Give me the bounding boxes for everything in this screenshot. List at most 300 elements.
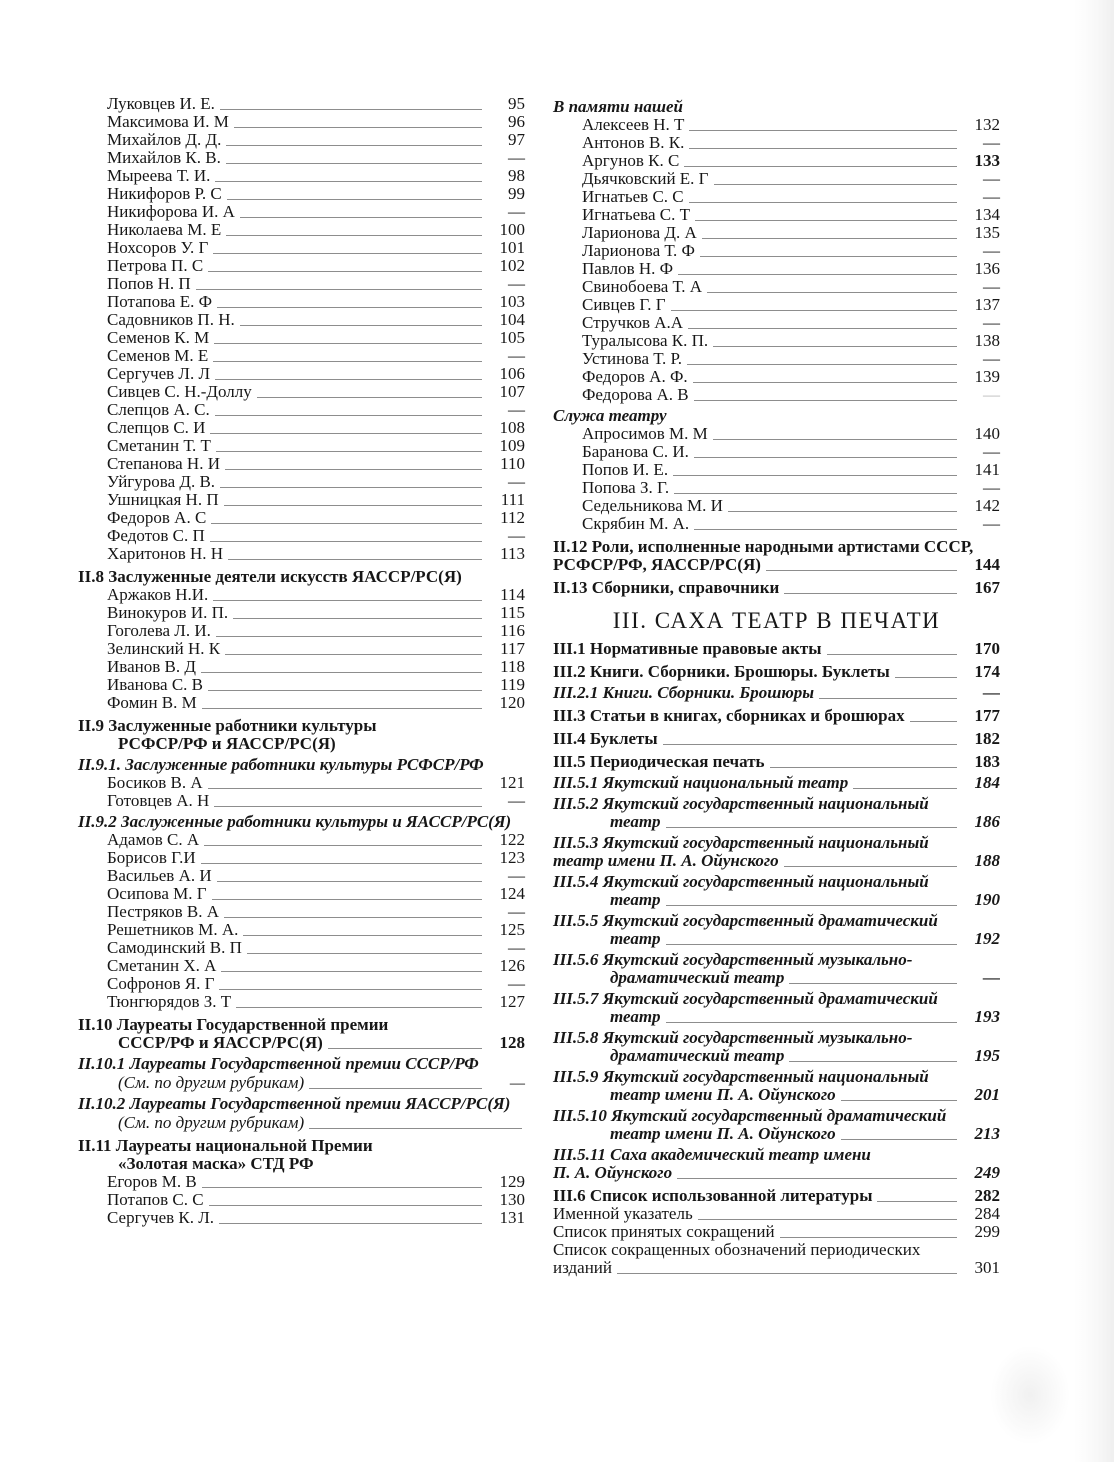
toc-entry-group <box>78 774 525 810</box>
leader-line <box>201 863 482 864</box>
section-heading <box>553 990 1000 1026</box>
entry-label: Федотов С. П <box>107 526 205 545</box>
section-heading <box>553 98 1000 116</box>
leader-line <box>666 1022 957 1023</box>
entry-label: Степанова Н. И <box>107 454 220 473</box>
toc-column-right <box>553 95 1000 1277</box>
toc-entry <box>78 1209 525 1227</box>
leader-line <box>328 1048 482 1049</box>
toc-entry-group <box>78 1173 525 1227</box>
page-number: 190 <box>974 890 1000 909</box>
toc-entry <box>78 792 525 810</box>
leader-line <box>225 654 482 655</box>
page-number: 112 <box>500 508 525 527</box>
entry-label: Адамов С. А <box>107 830 200 849</box>
leader-line <box>204 845 482 846</box>
page-number: 167 <box>974 578 1000 597</box>
leader-line <box>215 379 482 380</box>
section-heading <box>78 1137 525 1173</box>
leader-line <box>217 881 482 882</box>
toc-entry <box>78 849 525 867</box>
heading-line <box>78 1016 525 1034</box>
toc-entry <box>78 975 525 993</box>
leader-line <box>208 690 482 691</box>
page-number: 95 <box>508 94 525 113</box>
entry-label: Апросимов М. М <box>582 424 708 443</box>
toc-entry <box>78 167 525 185</box>
entry-label: Иванов В. Д <box>107 657 196 676</box>
page-number: 132 <box>974 115 1000 134</box>
page-number: 130 <box>499 1190 525 1209</box>
toc-entry <box>553 188 1000 206</box>
page-number: 120 <box>499 693 525 712</box>
toc-entry <box>553 443 1000 461</box>
leader-line <box>226 235 482 236</box>
leader-line <box>684 166 957 167</box>
leader-line <box>215 415 482 416</box>
leader-line <box>877 1201 957 1202</box>
toc-entry <box>78 347 525 365</box>
leader-line <box>784 593 957 594</box>
leader-line <box>702 238 957 239</box>
page-number: 184 <box>974 773 1000 792</box>
section-heading <box>78 756 525 774</box>
heading-line <box>78 1055 525 1073</box>
entry-label: Попов И. Е. <box>582 460 669 479</box>
entry-label: Нохсоров У. Г <box>107 238 209 257</box>
entry-label: театр <box>610 890 661 909</box>
entry-label: III.5.9 Якутский государственный национальный <box>553 1067 929 1086</box>
section-heading <box>553 1029 1000 1065</box>
entry-label: Семенов М. Е <box>107 346 209 365</box>
toc-entry <box>78 149 525 167</box>
entry-label: II.9 Заслуженные работники культуры <box>78 716 377 735</box>
toc-entry <box>553 515 1000 533</box>
leader-line <box>673 475 957 476</box>
page-number: — <box>508 346 525 365</box>
toc-entry <box>553 242 1000 260</box>
toc-entry <box>78 185 525 203</box>
page-number: 188 <box>974 851 1000 870</box>
entry-label: Николаева М. Е <box>107 220 222 239</box>
toc-entry <box>553 134 1000 152</box>
entry-label: Седельникова М. И <box>582 496 723 515</box>
toc-entry <box>553 314 1000 332</box>
leader-line <box>225 469 482 470</box>
entry-label: Алексеев Н. Т <box>582 115 685 134</box>
entry-label: II.10 Лауреаты Государственной премии <box>78 1015 389 1034</box>
entry-label: III.5.10 Якутский государственный драматический <box>553 1106 947 1125</box>
toc-entry <box>78 203 525 221</box>
section-heading <box>553 1187 1000 1205</box>
section-heading <box>553 1068 1000 1104</box>
heading-line <box>553 684 1000 702</box>
entry-label: театр имени П. А. Ойунского <box>553 851 779 870</box>
page-number: 133 <box>974 151 1000 170</box>
leader-line <box>853 788 957 789</box>
entry-label: Осипова М. Г <box>107 884 207 903</box>
toc-entry <box>553 461 1000 479</box>
entry-label: Садовников П. Н. <box>107 310 235 329</box>
toc-entry <box>553 260 1000 278</box>
heading-line <box>553 98 1000 116</box>
toc-entry <box>553 206 1000 224</box>
page-number: 182 <box>974 729 1000 748</box>
toc-entry <box>553 350 1000 368</box>
leader-line <box>202 708 482 709</box>
leader-line <box>819 698 957 699</box>
entry-label: II.13 Сборники, справочники <box>553 578 780 597</box>
page-number: — <box>508 866 525 885</box>
section-heading <box>553 663 1000 681</box>
leader-line <box>713 346 957 347</box>
entry-label: Мыреева Т. И. <box>107 166 211 185</box>
entry-label: II.12 Роли, исполненные народными артистами СССР, <box>553 537 974 556</box>
toc-entry <box>78 329 525 347</box>
leader-line <box>687 364 957 365</box>
entry-label: Егоров М. В <box>107 1172 197 1191</box>
entry-label: изданий <box>553 1258 612 1277</box>
leader-line <box>895 677 957 678</box>
page-number: 117 <box>500 639 525 658</box>
page-number: — <box>508 148 525 167</box>
section-heading <box>553 834 1000 870</box>
page-number: — <box>983 968 1000 987</box>
page-number: 138 <box>974 331 1000 350</box>
heading-line <box>553 1086 1000 1104</box>
page-number: 129 <box>499 1172 525 1191</box>
leader-line <box>666 944 957 945</box>
heading-line <box>553 930 1000 948</box>
page-number: 141 <box>974 460 1000 479</box>
leader-line <box>789 1061 957 1062</box>
toc-entry <box>553 497 1000 515</box>
leader-line <box>210 541 482 542</box>
entry-label: III.5.11 Саха академический театр имени <box>553 1145 871 1164</box>
page-number: 174 <box>974 662 1000 681</box>
entry-label: III.5.1 Якутский национальный театр <box>553 773 849 792</box>
heading-line <box>78 813 525 831</box>
toc-entry <box>78 993 525 1011</box>
entry-label: Стручков А.А <box>582 313 684 332</box>
leader-line <box>224 505 482 506</box>
toc-entry-group <box>78 95 525 563</box>
page-number: 282 <box>974 1186 1000 1205</box>
entry-label: Дьячковский Е. Г <box>582 169 709 188</box>
heading-line <box>78 717 525 735</box>
toc-entry <box>78 131 525 149</box>
page-number: 135 <box>974 223 1000 242</box>
entry-label: Сметанин Х. А <box>107 956 217 975</box>
page-number: 124 <box>499 884 525 903</box>
leader-line <box>766 570 957 571</box>
toc-entry <box>553 116 1000 134</box>
leader-line <box>236 1007 482 1008</box>
entry-label: Решетников М. А. <box>107 920 239 939</box>
entry-label: Никифорова И. А <box>107 202 235 221</box>
leader-line <box>226 163 482 164</box>
page-number: 170 <box>974 639 1000 658</box>
toc-entry <box>78 903 525 921</box>
page-number: — <box>983 683 1000 702</box>
heading-line <box>78 1034 525 1052</box>
entry-label: Самодинский В. П <box>107 938 242 957</box>
entry-label: Павлов Н. Ф <box>582 259 674 278</box>
leader-line <box>689 130 957 131</box>
entry-label: Зелинский Н. К <box>107 639 221 658</box>
section-heading <box>78 813 525 831</box>
entry-label: Сивцев Г. Г <box>582 295 666 314</box>
section-heading <box>78 1095 525 1113</box>
leader-line <box>694 400 957 401</box>
section-heading <box>78 717 525 753</box>
leader-line <box>227 199 482 200</box>
page-number: — <box>508 974 525 993</box>
entry-label: II.11 Лауреаты национальной Премии <box>78 1136 373 1155</box>
toc-entry <box>553 1241 1000 1259</box>
entry-label: III.5.5 Якутский государственный драматический <box>553 911 938 930</box>
entry-label: (См. по другим рубрикам) <box>118 1073 305 1092</box>
page-number: 96 <box>508 112 525 131</box>
page-number: 284 <box>974 1204 1000 1223</box>
toc-entry <box>78 831 525 849</box>
entry-label: Ларионова Т. Ф <box>582 241 695 260</box>
toc-entry-group <box>553 1241 1000 1277</box>
heading-line <box>553 873 1000 891</box>
toc-entry <box>78 676 525 694</box>
toc-entry <box>553 425 1000 443</box>
entry-label: Антонов В. К. <box>582 133 685 152</box>
entry-label: П. А. Ойунского <box>553 1163 673 1182</box>
page-number: 301 <box>974 1258 1000 1277</box>
page-number: — <box>983 133 1000 152</box>
entry-label: Попов Н. П <box>107 274 191 293</box>
page-number: 106 <box>499 364 525 383</box>
leader-line <box>209 1205 482 1206</box>
section-heading <box>553 684 1000 702</box>
page-number: 118 <box>500 657 525 676</box>
page-number: — <box>508 400 525 419</box>
leader-line <box>216 451 482 452</box>
page-number: 128 <box>499 1033 525 1052</box>
leader-line <box>678 274 957 275</box>
entry-label: Сергучев К. Л. <box>107 1208 215 1227</box>
page-number: 131 <box>499 1208 525 1227</box>
page-number: 144 <box>974 555 1000 574</box>
page-number: 137 <box>974 295 1000 314</box>
leader-line <box>247 953 482 954</box>
heading-line <box>553 795 1000 813</box>
leader-line <box>228 559 482 560</box>
section-heading <box>78 1016 525 1052</box>
toc-entry <box>78 545 525 563</box>
page-number: 102 <box>499 256 525 275</box>
entry-label: Тюнгюрядов З. Т <box>107 992 232 1011</box>
leader-line <box>201 672 482 673</box>
page-number: 142 <box>974 496 1000 515</box>
leader-line <box>213 253 482 254</box>
page-number: — <box>508 274 525 293</box>
entry-label: Никифоров Р. С <box>107 184 222 203</box>
entry-label: Именной указатель <box>553 1204 693 1223</box>
section-heading <box>553 640 1000 658</box>
toc-entry <box>78 921 525 939</box>
toc-entry <box>78 221 525 239</box>
leader-line <box>688 328 957 329</box>
entry-label: Попова З. Г. <box>582 478 670 497</box>
toc-entry-group <box>553 116 1000 404</box>
page-number: 249 <box>974 1163 1000 1182</box>
leader-line <box>240 217 482 218</box>
toc-entry <box>78 885 525 903</box>
heading-line <box>553 1164 1000 1182</box>
leader-line <box>208 271 482 272</box>
leader-line <box>677 1178 957 1179</box>
leader-line <box>309 1128 522 1129</box>
page-number: 121 <box>499 773 525 792</box>
leader-line <box>674 493 957 494</box>
entry-label: Федорова А. В <box>582 385 689 404</box>
heading-line <box>553 730 1000 748</box>
toc-entry <box>78 939 525 957</box>
leader-line <box>214 343 482 344</box>
leader-line <box>689 148 957 149</box>
page-number: 134 <box>974 205 1000 224</box>
leader-line <box>841 1139 957 1140</box>
toc-entry <box>78 1173 525 1191</box>
leader-line <box>689 202 957 203</box>
entry-label: театр <box>610 812 661 831</box>
toc-entry <box>553 1259 1000 1277</box>
entry-label: Уйгурова Д. В. <box>107 472 216 491</box>
leader-line <box>219 989 482 990</box>
leader-line <box>202 1187 482 1188</box>
entry-label: III.5.4 Якутский государственный национальный <box>553 872 929 891</box>
leader-line <box>214 806 482 807</box>
leader-line <box>728 511 957 512</box>
heading-line <box>553 407 1000 425</box>
page-number: — <box>983 313 1000 332</box>
entry-label: Слепцов А. С. <box>107 400 210 419</box>
leader-line <box>226 145 482 146</box>
entry-label: III. САХА ТЕАТР В ПЕЧАТИ <box>612 608 941 633</box>
page-number: 99 <box>508 184 525 203</box>
leader-line <box>212 899 482 900</box>
toc-entry <box>553 479 1000 497</box>
entry-label: В памяти нашей <box>553 97 683 116</box>
section-heading <box>553 912 1000 948</box>
entry-label: Потапов С. С <box>107 1190 204 1209</box>
toc-entry <box>553 332 1000 350</box>
heading-line <box>78 1074 525 1092</box>
entry-label: Готовцев А. Н <box>107 791 210 810</box>
leader-line <box>196 289 482 290</box>
entry-label: II.8 Заслуженные деятели искусств ЯАССР/РС(Я) <box>78 567 462 586</box>
heading-line <box>553 538 1000 556</box>
toc-entry <box>78 1191 525 1209</box>
toc-entry <box>553 1205 1000 1223</box>
section-heading <box>553 579 1000 597</box>
page-number: 192 <box>974 929 1000 948</box>
toc-entry <box>78 239 525 257</box>
entry-label: III.5.7 Якутский государственный драматический <box>553 989 938 1008</box>
page-number: 177 <box>974 706 1000 725</box>
page-number: 119 <box>500 675 525 694</box>
heading-line <box>553 990 1000 1008</box>
section-heading <box>553 730 1000 748</box>
heading-line <box>553 1125 1000 1143</box>
page-number: 139 <box>974 367 1000 386</box>
toc-entry <box>78 604 525 622</box>
entry-label: Список принятых сокращений <box>553 1222 775 1241</box>
leader-line <box>707 292 957 293</box>
toc-entry <box>553 1223 1000 1241</box>
section-heading <box>78 1055 525 1073</box>
section-heading <box>553 951 1000 987</box>
toc-entry <box>78 365 525 383</box>
scan-smudge <box>990 1345 1070 1445</box>
leader-line <box>234 127 482 128</box>
leader-line <box>220 487 482 488</box>
leader-line <box>714 184 957 185</box>
leader-line <box>827 654 957 655</box>
page-number: 113 <box>500 544 525 563</box>
entry-label: Игнатьева С. Т <box>582 205 691 224</box>
entry-label: Федоров А. Ф. <box>582 367 688 386</box>
leader-line <box>693 382 957 383</box>
leader-line <box>694 457 957 458</box>
toc-entry <box>553 278 1000 296</box>
toc-column-left <box>78 95 525 1227</box>
page-number: — <box>508 791 525 810</box>
page-number: 299 <box>974 1222 1000 1241</box>
page-number: 127 <box>499 992 525 1011</box>
toc-entry <box>78 95 525 113</box>
section-heading <box>553 873 1000 909</box>
heading-line <box>553 852 1000 870</box>
toc-entry <box>78 311 525 329</box>
heading-line <box>553 707 1000 725</box>
leader-line <box>617 1273 957 1274</box>
section-heading <box>553 795 1000 831</box>
section-heading <box>78 1074 525 1092</box>
leader-line <box>211 523 482 524</box>
section-heading <box>553 538 1000 574</box>
toc-entry <box>78 658 525 676</box>
toc-entry <box>78 275 525 293</box>
entry-label: Свинобоева Т. А <box>582 277 703 296</box>
entry-label: Список сокращенных обозначений периодических <box>553 1240 921 1259</box>
toc-entry <box>78 113 525 131</box>
entry-label: III.1 Нормативные правовые акты <box>553 639 822 658</box>
entry-label: Максимова И. М <box>107 112 229 131</box>
leader-line <box>213 361 482 362</box>
heading-line <box>553 813 1000 831</box>
entry-label: Харитонов Н. Н <box>107 544 224 563</box>
leader-line <box>219 1223 482 1224</box>
entry-label: Сергучев Л. Л <box>107 364 210 383</box>
page-number: — <box>508 472 525 491</box>
heading-line <box>553 1029 1000 1047</box>
page-number: 100 <box>499 220 525 239</box>
leader-line <box>240 325 482 326</box>
heading-line <box>78 568 525 586</box>
entry-label: театр <box>610 929 661 948</box>
heading-line <box>553 579 1000 597</box>
leader-line <box>784 866 957 867</box>
entry-label: РСФСР/РФ, ЯАССР/РС(Я) <box>553 555 761 574</box>
entry-label: Босиков В. А <box>107 773 203 792</box>
